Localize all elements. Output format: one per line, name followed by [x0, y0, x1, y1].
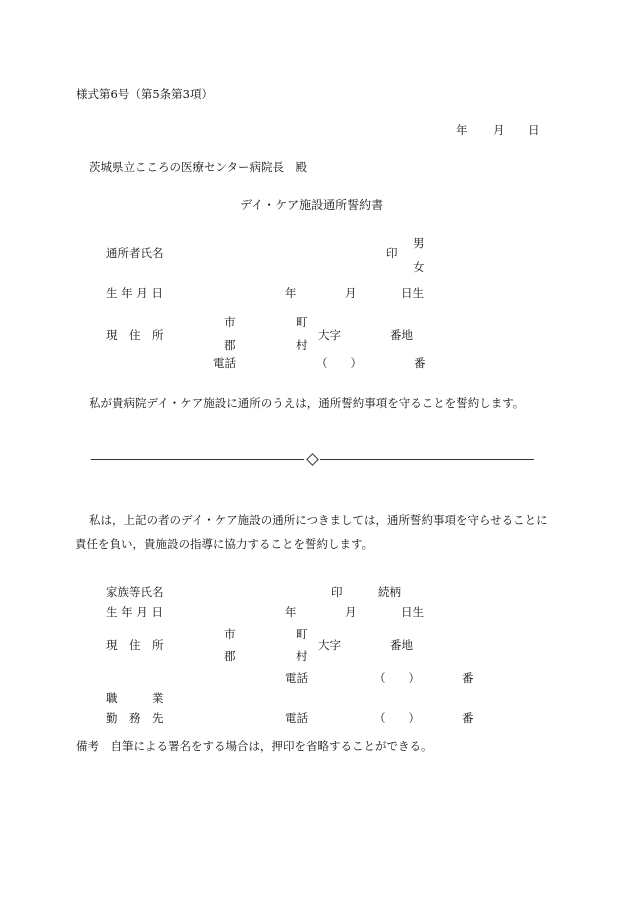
patient-sex-male: 男	[413, 236, 425, 250]
family-phone-label: 電話	[285, 671, 308, 685]
patient-address-city: 市	[224, 315, 236, 329]
addressee: 茨城県立こころの医療センター病院長 殿	[89, 160, 308, 174]
document-title: デイ・ケア施設通所誓約書	[240, 198, 384, 212]
patient-phone-ban: 番	[414, 356, 426, 370]
family-dob-month: 月	[345, 605, 357, 619]
form-number: 様式第6号（第5条第3項）	[76, 87, 213, 101]
family-occupation-label: 職 業	[106, 691, 164, 705]
date-year-label: 年	[456, 123, 468, 137]
patient-address-label: 現 住 所	[106, 328, 164, 342]
family-address-village: 村	[296, 649, 308, 663]
patient-address-village: 村	[296, 338, 308, 352]
family-phone-ban: 番	[462, 671, 474, 685]
patient-dob-day: 日生	[401, 286, 424, 300]
divider-line-right	[320, 459, 534, 460]
patient-pledge-text: 私が貴病院デイ・ケア施設に通所のうえは，通所誓約事項を守ることを誓約します。	[89, 396, 525, 410]
patient-sex-female: 女	[413, 260, 425, 274]
family-pledge-text: 私は，上記の者のデイ・ケア施設の通所につきましては，通所誓約事項を守らせることに責任を負い，貴施設の指導に協力することを誓約します。	[75, 513, 548, 551]
patient-phone-label: 電話	[213, 356, 236, 370]
family-workplace-label: 勤 務 先	[106, 711, 164, 725]
date-day-label: 日	[528, 123, 540, 137]
patient-address-town: 町	[296, 315, 308, 329]
patient-address-banchi: 番地	[390, 328, 413, 342]
patient-address-county: 郡	[224, 338, 236, 352]
patient-dob-month: 月	[345, 286, 357, 300]
family-seal-mark: 印	[331, 585, 343, 599]
divider-line-left	[91, 459, 304, 460]
family-work-phone-ban: 番	[462, 711, 474, 725]
patient-dob-year: 年	[285, 286, 297, 300]
family-address-banchi: 番地	[390, 638, 413, 652]
family-work-phone-paren: （ ）	[374, 711, 420, 725]
family-relation-label: 続柄	[378, 585, 401, 599]
date-month-label: 月	[493, 123, 505, 137]
patient-address-oaza: 大字	[318, 328, 341, 342]
patient-dob-label: 生 年 月 日	[106, 286, 163, 300]
family-address-city: 市	[224, 627, 236, 641]
family-address-county: 郡	[224, 649, 236, 663]
family-address-town: 町	[296, 627, 308, 641]
patient-phone-paren: （ ）	[316, 356, 362, 370]
family-name-label: 家族等氏名	[106, 585, 164, 599]
family-dob-year: 年	[285, 605, 297, 619]
family-phone-paren: （ ）	[374, 671, 420, 685]
divider-diamond-icon	[306, 453, 319, 466]
patient-seal-mark: 印	[386, 246, 398, 260]
family-dob-label: 生 年 月 日	[106, 605, 163, 619]
remarks-text: 備考 自筆による署名をする場合は，押印を省略することができる。	[76, 739, 433, 753]
family-work-phone-label: 電話	[285, 711, 308, 725]
family-address-label: 現 住 所	[106, 638, 164, 652]
family-dob-day: 日生	[401, 605, 424, 619]
patient-name-label: 通所者氏名	[106, 246, 164, 260]
family-address-oaza: 大字	[318, 638, 341, 652]
